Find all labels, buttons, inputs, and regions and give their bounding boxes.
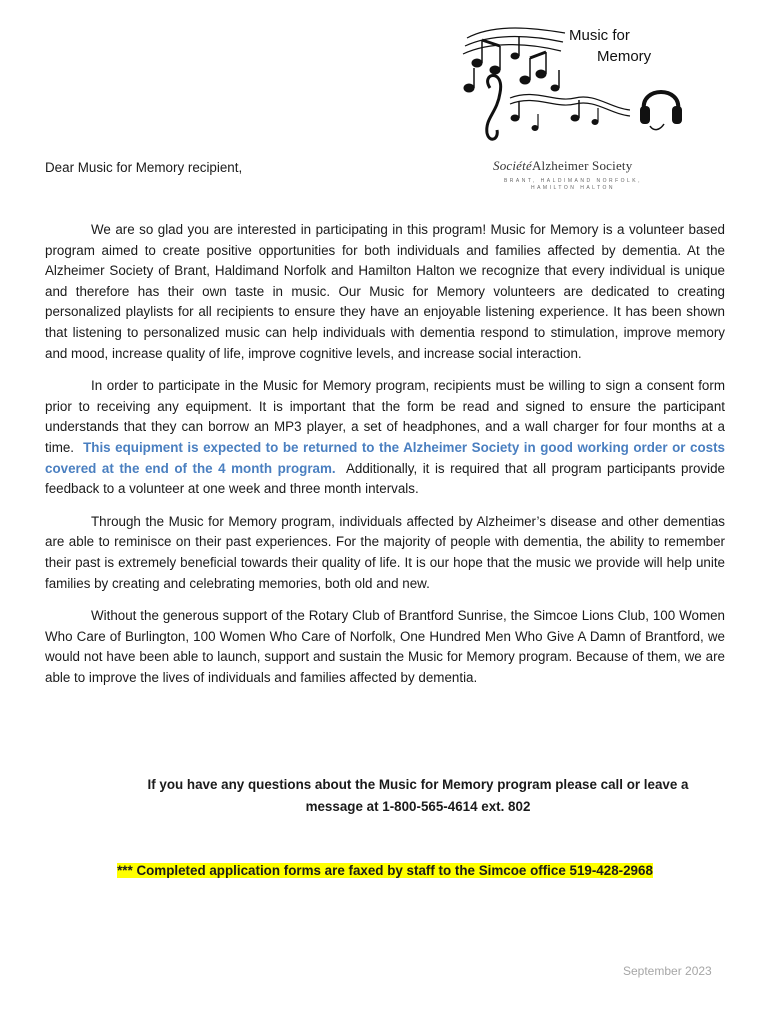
document-date: September 2023 <box>623 964 712 978</box>
paragraph-participation-text-b: Additionally, it is required that all program participants provide feedback to a volunteer at one week and three month intervals. <box>45 460 725 497</box>
greeting: Dear Music for Memory recipient, <box>45 160 243 175</box>
contact-line1: If you have any questions about the Music for Memory program please call or leave a <box>147 777 689 792</box>
paragraph-sponsors: Without the generous support of the Rotary Club of Brantford Sunrise, the Simcoe Lions Club, 100 Women Who Care of Burlington, 100 Women Who Care of Norfolk, One Hundred Men Who Give A Damn of Brantford, we would not have been able to launch, support and sustain the Music for Memory program. Because of them, we are able to improve the lives of individuals and families affected by dementia. <box>45 608 725 685</box>
music-for-memory-logo <box>455 18 685 148</box>
society-name-french: Société <box>493 158 532 173</box>
paragraph-intro: We are so glad you are interested in participating in this program! Music for Memory is a volunteer based program aimed to create positive opportunities for both individuals and families affected by dementia. At the Alzheimer Society of Brant, Haldimand Norfolk and Hamilton Halton we recognize that every individual is unique and therefore has their own taste in music. Our Music for Memory volunteers are dedicated to creating personalized playlists for all recipients to ensure they have an enjoyable listening experience. It has been shown that listening to personalized music can help individuals with dementia respond to stimulation, improve memory and mood, increase quality of life, improve cognitive levels, and increase social interaction. <box>45 222 725 361</box>
contact-line2: message at 1-800-565-4614 ext. 802 <box>305 799 531 814</box>
alzheimer-society-logo <box>493 158 663 192</box>
contact-info <box>45 774 770 818</box>
paragraph-participation <box>45 376 725 500</box>
society-region-line1: BRANT, HALDIMAND NORFOLK, <box>503 178 643 184</box>
fax-note <box>45 863 725 878</box>
letter-body <box>45 220 725 700</box>
logo-title-line1: Music for <box>569 27 630 44</box>
society-name-english: Alzheimer Society <box>531 158 633 173</box>
paragraph-reminisce: Through the Music for Memory program, individuals affected by Alzheimer’s disease and other dementias are able to reminisce on their past experiences. For the majority of people with dementia, the ability to remember their past is extremely beneficial towards their quality of life. It is our hope that the music we provide will help unite families by creating and celebrating memories, both old and new. <box>45 513 725 591</box>
society-region-line2: HAMILTON HALTON <box>530 185 616 191</box>
equipment-return-notice: This equipment is expected to be returned to the Alzheimer Society in good working order or costs covered at the end of the 4 month program. <box>45 439 725 476</box>
logo-title-line2: Memory <box>597 48 652 65</box>
society-region <box>483 178 663 192</box>
headphones-icon <box>638 76 684 132</box>
paragraph-participation-text-a: In order to participate in the Music for Memory program, recipients must be willing to sign a consent form prior to receiving any equipment. It is important that the form be read and signed to ensure the participant understands that they can borrow an MP3 player, a set of headphones, and a wall charger for four months at a time. <box>45 378 725 455</box>
fax-note-text: *** Completed application forms are faxed by staff to the Simcoe office 519-428-2968 <box>117 863 653 878</box>
society-name <box>493 158 663 174</box>
